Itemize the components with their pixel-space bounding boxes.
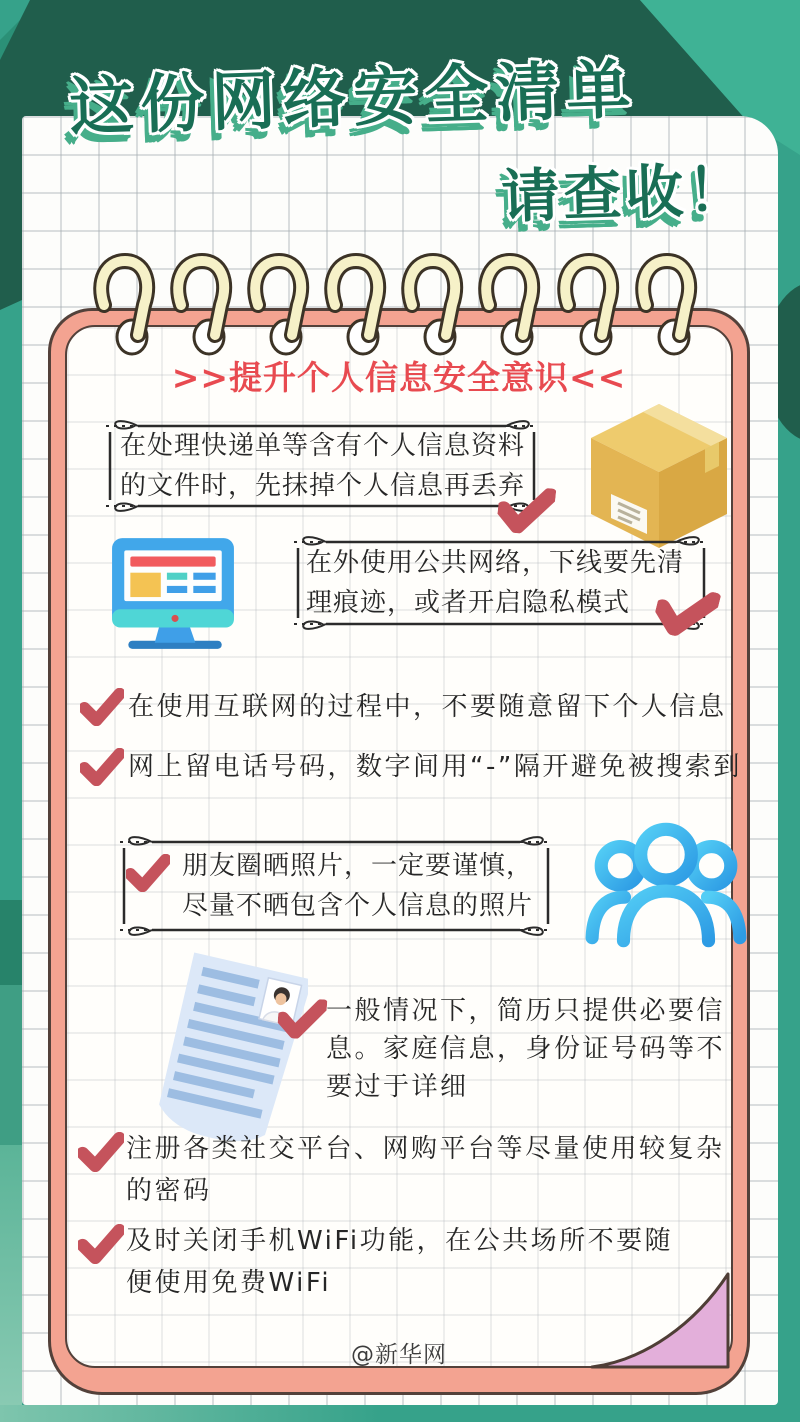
item-4-text: 网上留电话号码，数字间用“-”隔开避免被搜索到 — [128, 752, 742, 782]
checkmark-icon — [78, 1224, 124, 1264]
poster-title-line1: 这份网络安全清单 — [68, 53, 639, 145]
checkmark-icon — [496, 483, 557, 537]
spiral-ring-icon — [92, 253, 160, 358]
computer-monitor-icon — [108, 536, 238, 650]
package-box-icon — [580, 398, 738, 556]
item-1-text: 在处理快递单等含有个人信息资料的文件时，先抹掉个人信息再丢弃 — [120, 431, 526, 501]
resume-document-icon — [144, 948, 308, 1144]
checkmark-icon — [80, 748, 124, 786]
item-8-text: 及时关闭手机WiFi功能，在公共场所不要随便使用免费WiFi — [126, 1226, 674, 1298]
spiral-ring-icon — [246, 253, 314, 358]
checkmark-icon — [80, 688, 124, 726]
section-header: >>提升个人信息安全意识<< — [171, 358, 627, 397]
spiral-ring-icon — [477, 253, 545, 358]
spiral-ring-icon — [400, 253, 468, 358]
spiral-ring-icon — [556, 253, 624, 358]
spiral-ring-icon — [323, 253, 391, 358]
item-6-text: 一般情况下，简历只提供必要信息。家庭信息，身份证号码等不要过于详细 — [326, 996, 726, 1102]
spiral-ring-icon — [634, 253, 702, 358]
item-1-framed-box — [98, 418, 546, 514]
watermark: @新华网 — [351, 1342, 447, 1368]
spiral-ring-icon — [169, 253, 237, 358]
checkmark-icon — [277, 996, 328, 1040]
item-2-text: 在外使用公共网络，下线要先清理痕迹，或者开启隐私模式 — [306, 548, 685, 618]
item-5-text: 朋友圈晒照片，一定要谨慎，尽量不晒包含个人信息的照片 — [182, 851, 534, 921]
item-5-framed-box — [112, 834, 560, 938]
poster-title-line2: 请查收！ — [500, 155, 751, 231]
item-3-text: 在使用互联网的过程中，不要随意留下个人信息 — [128, 692, 727, 722]
item-2-framed-box — [286, 534, 716, 632]
item-7-text: 注册各类社交平台、网购平台等尽量使用较复杂的密码 — [126, 1134, 725, 1206]
checkmark-icon — [78, 1132, 124, 1172]
people-group-icon — [584, 818, 748, 950]
checkmark-icon — [126, 854, 170, 892]
